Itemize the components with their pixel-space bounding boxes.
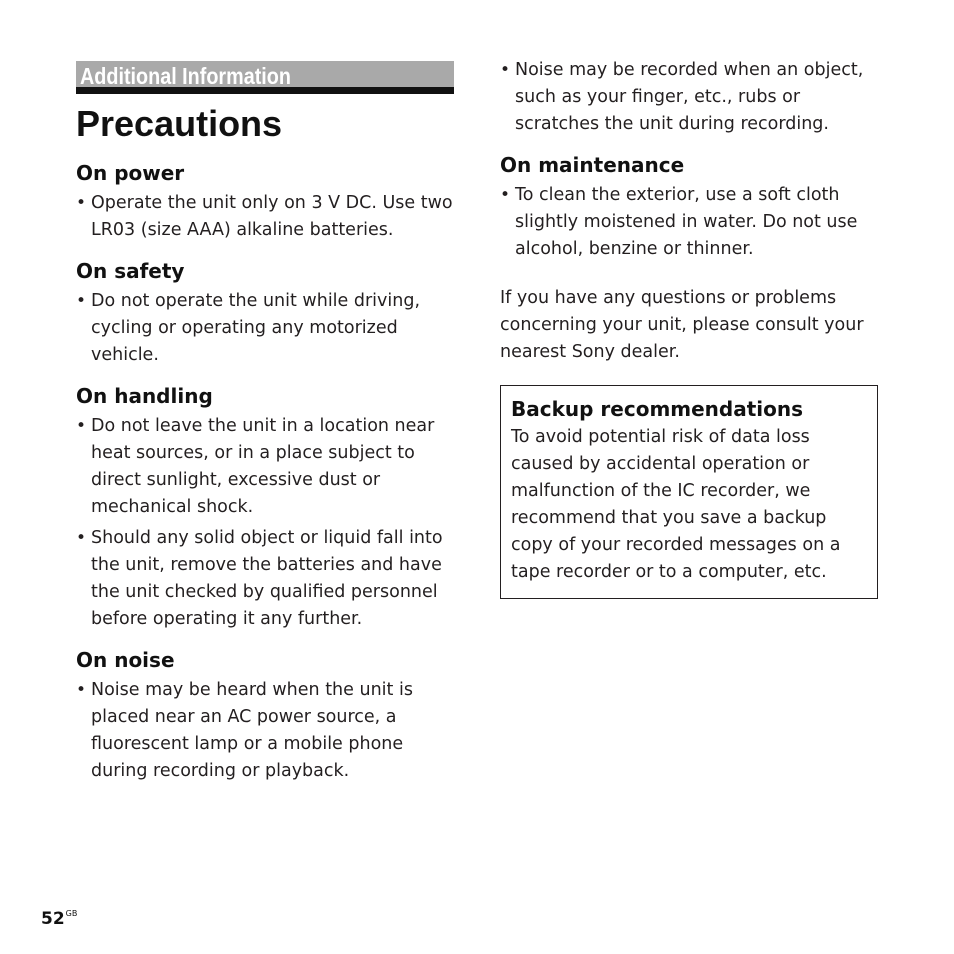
contact-paragraph: If you have any questions or problems concerning your unit, please consult your nearest Sony dealer. bbox=[500, 288, 864, 362]
section-header-text: Additional Information bbox=[80, 63, 291, 89]
heading-on-noise: On noise bbox=[76, 648, 175, 672]
left-column bbox=[76, 61, 454, 789]
section-header-band bbox=[76, 61, 454, 94]
list-item: • Noise may be recorded when an object, such as your finger, etc., rubs or scratches the unit during recording. bbox=[500, 57, 878, 138]
bullet-icon: • bbox=[500, 185, 511, 205]
right-column bbox=[500, 57, 878, 599]
heading-on-handling: On handling bbox=[76, 384, 213, 408]
noise-continued-list bbox=[500, 57, 878, 138]
noise-list bbox=[76, 677, 454, 785]
heading-on-safety: On safety bbox=[76, 259, 185, 283]
bullet-icon: • bbox=[76, 291, 87, 311]
power-list bbox=[76, 190, 454, 244]
list-item: • To clean the exterior, use a soft cloth slightly moistened in water. Do not use alcohol, benzine or thinner. bbox=[500, 182, 878, 263]
page-title: Precautions bbox=[76, 103, 283, 144]
handling-list bbox=[76, 413, 454, 633]
page-number: $52^{GB}$ bbox=[41, 909, 78, 929]
maintenance-list bbox=[500, 182, 878, 263]
list-item: • Do not operate the unit while driving, cycling or operating any motorized vehicle. bbox=[76, 288, 454, 369]
heading-on-power: On power bbox=[76, 161, 185, 185]
backup-heading: Backup recommendations bbox=[511, 397, 804, 421]
list-item: • Should any solid object or liquid fall into the unit, remove the batteries and have the unit checked by qualified personnel before operating it any further. bbox=[76, 525, 454, 633]
backup-text: To avoid potential risk of data loss caused by accidental operation or malfunction of the IC recorder, we recommend that you save a backup copy of your recorded messages on a tape recorder or to a computer, etc. bbox=[511, 427, 841, 582]
bullet-icon: • bbox=[76, 680, 87, 700]
list-item: • Noise may be heard when the unit is placed near an AC power source, a fluorescent lamp or a mobile phone during recording or playback. bbox=[76, 677, 454, 785]
list-item: • Do not leave the unit in a location near heat sources, or in a place subject to direct sunlight, excessive dust or mechanical shock. bbox=[76, 413, 454, 521]
heading-on-maintenance: On maintenance bbox=[500, 153, 685, 177]
region-code: GB bbox=[65, 909, 78, 918]
backup-recommendations-box bbox=[500, 385, 878, 599]
bullet-icon: • bbox=[76, 416, 87, 436]
safety-list bbox=[76, 288, 454, 369]
list-item: • Operate the unit only on 3 V DC. Use two LR03 (size AAA) alkaline batteries. bbox=[76, 190, 454, 244]
bullet-icon: • bbox=[76, 528, 87, 548]
bullet-icon: • bbox=[76, 193, 87, 213]
bullet-icon: • bbox=[500, 60, 511, 80]
